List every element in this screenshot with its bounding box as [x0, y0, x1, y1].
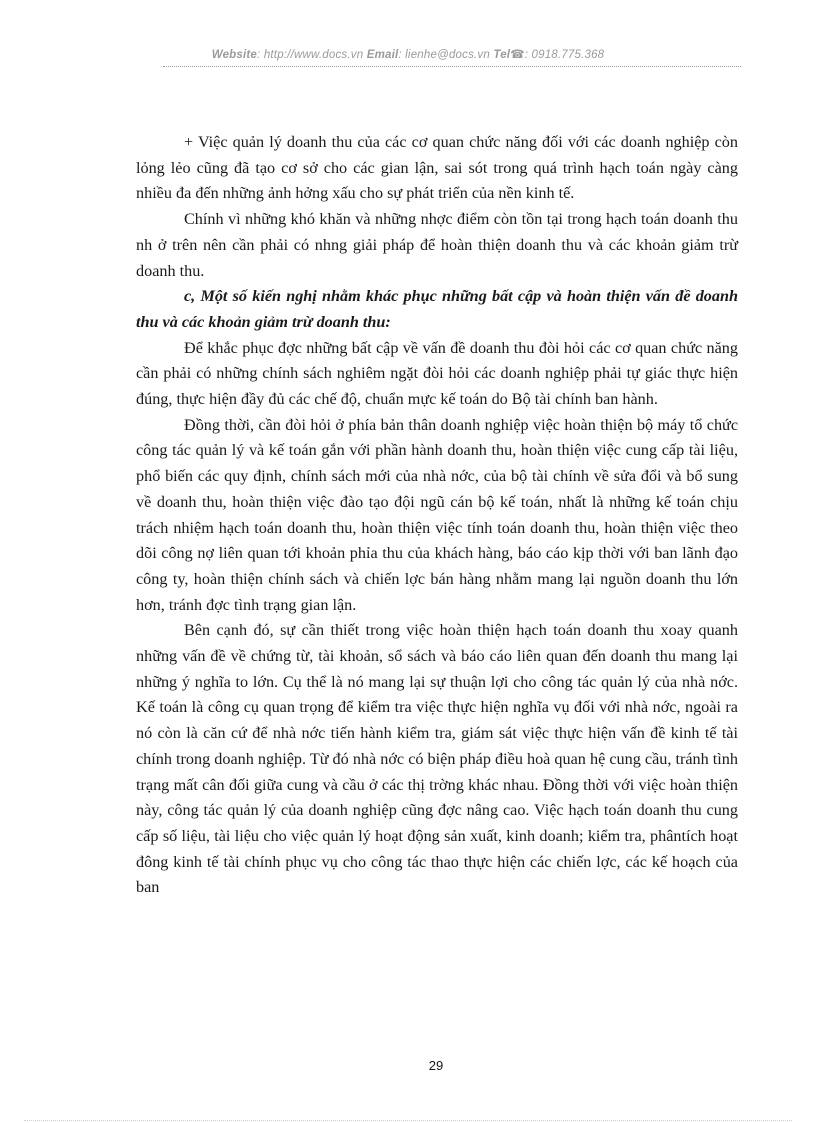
paragraph: Đồng thời, cần đòi hỏi ở phía bản thân doanh nghiệp việc hoàn thiện bộ máy tổ chức công tác quản lý và kế toán gắn với phần hành doanh thu, hoàn thiện việc cung cấp tài liệu, phổ biến các quy định, chính sách mới của nhà nớc, của bộ tài chính về sửa đổi và bổ sung về doanh thu, hoàn thiện việc đào tạo đội ngũ cán bộ kế toán, nhất là những kế toán chịu trách nhiệm hạch toán doanh thu, hoàn thiện việc tính toán doanh thu, hoàn thiện việc theo dõi công nợ liên quan tới khoản phỉa thu của khách hàng, báo cáo kịp thời với ban lãnh đạo công ty, hoàn thiện chính sách và chiến lợc bán hàng nhằm mang lại nguồn doanh thu lớn hơn, tránh đợc tình trạng gian lận. [136, 415, 738, 614]
paragraph: + Việc quản lý doanh thu của các cơ quan chức năng đối với các doanh nghiệp còn lỏng lẻo cũng đã tạo cơ sở cho các gian lận, sai sót trong quá trình hạch toán ngày càng nhiều đa đến những ảnh hởng xấu cho sự phát triển của nền kinh tế. [136, 133, 738, 203]
paragraph: Bên cạnh đó, sự cần thiết trong việc hoàn thiện hạch toán doanh thu xoay quanh những vấn đề về chứng từ, tài khoản, sổ sách và báo cáo liên quan đến doanh thu mang lại những ý nghĩa to lớn. Cụ thể là nó mang lại sự thuận lợi cho công tác quản lý của nhà nớc. Kế toán là công cụ quan trọng để kiểm tra việc thực hiện nghĩa vụ đối với nhà nớc, ngoài ra nó còn là căn cứ để nhà nớc tiến hành kiểm tra, giám sát việc thực hiện vấn đề kinh tế tài chính trong doanh nghiệp. Từ đó nhà nớc có biện pháp điều hoà quan hệ cung cầu, tránh tình trạng mất cân đối giữa cung và cầu ở các thị trờng khác nhau. Đồng thời với việc hoàn thiện này, công tác quản lý của doanh nghiệp cũng đợc nâng cao. Việc hạch toán doanh thu cung cấp số liệu, tài liệu cho việc quản lý hoạt động sản xuất, kinh doanh; kiểm tra, phântích hoạt đông kinh tế tài chính phục vụ cho công tác thao thực hiện các chiến lợc, các kế hoạch của ban [136, 621, 738, 897]
footer-divider [24, 1120, 792, 1121]
phone-icon: ☎ [510, 49, 525, 61]
website-label: Website [211, 49, 258, 61]
tel-label: Tel [493, 49, 511, 61]
section-heading: c, Một số kiến nghị nhằm khác phục những bất cập và hoàn thiện vấn đề doanh thu và các khoản giảm trừ doanh thu: [136, 287, 738, 331]
paragraph: Để khắc phục đợc những bất cập về vấn đề doanh thu đòi hỏi các cơ quan chức năng cần phải có những chính sách nghiêm ngặt đòi hỏi các doanh nghiệp phải tự giác thực hiện đúng, thực hiện đầy đủ các chế độ, chuẩn mực kế toán do Bộ tài chính ban hành. [136, 338, 738, 409]
page-header [0, 47, 816, 61]
email-label: Email [366, 49, 399, 61]
tel-value: : 0918.775.368 [524, 49, 605, 61]
paragraph: Chính vì những khó khăn và những nhợc điểm còn tồn tại trong hạch toán doanh thu nh ở trên nên cần phải có nhng giải pháp để hoàn thiện doanh thu và các khoản giảm trừ doanh thu. [136, 210, 738, 280]
page-number: 29 [428, 1058, 444, 1073]
document-body [136, 130, 738, 901]
website-value: : http://www.docs.vn [257, 49, 364, 61]
header-divider [163, 66, 741, 67]
email-value: : lienhe@docs.vn [398, 49, 490, 61]
